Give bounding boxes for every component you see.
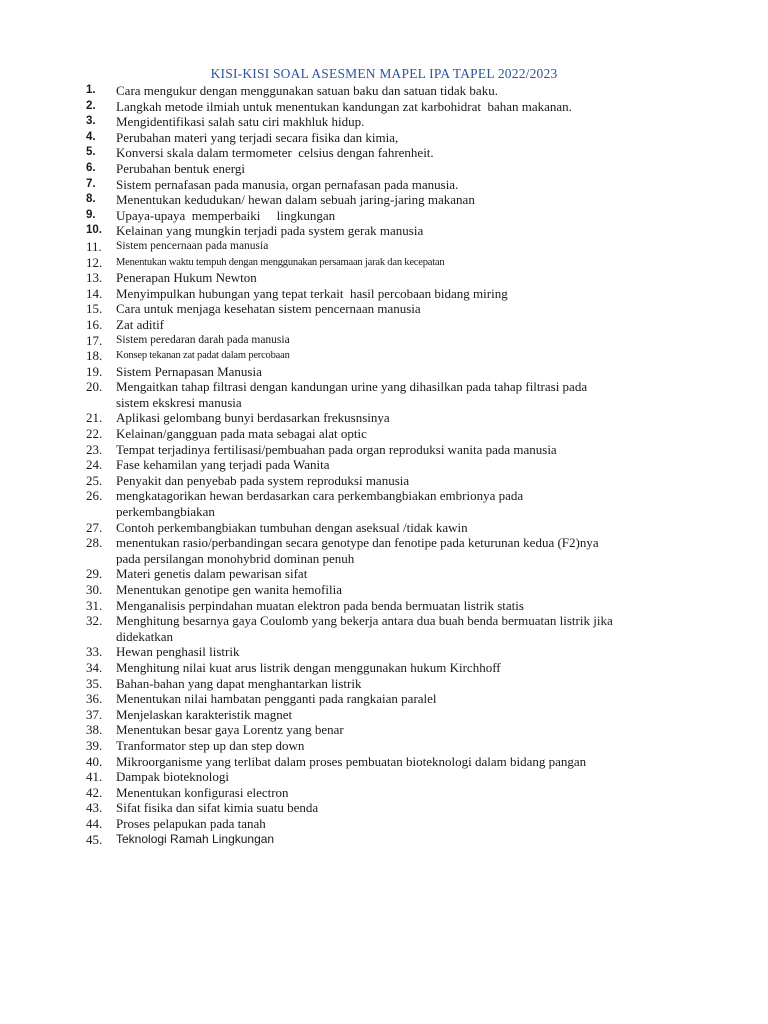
item-text: Mengidentifikasi salah satu ciri makhluk hidup. <box>116 114 365 130</box>
document-title: KISI-KISI SOAL ASESMEN MAPEL IPA TAPEL 2022/2023 <box>210 66 558 81</box>
list-item <box>86 270 686 286</box>
item-number: 44. <box>86 815 103 831</box>
item-text: Menentukan nilai hambatan pengganti pada rangkaian paralel <box>116 691 437 707</box>
item-number: 2. <box>86 99 96 112</box>
item-text: Menentukan konfigurasi electron <box>116 784 289 800</box>
list-item <box>86 177 686 193</box>
item-number: 1. <box>86 84 96 96</box>
item-number: 4. <box>86 130 96 143</box>
item-text: Menjelaskan karakteristik magnet <box>116 706 293 722</box>
item-text: Fase kehamilan yang terjadi pada Wanita <box>116 457 330 473</box>
item-text: Mengaitkan tahap filtrasi dengan kandungan urine yang dihasilkan pada tahap filtrasi pada sistem ekskresi manusia <box>116 379 588 410</box>
item-number: 42. <box>86 784 103 800</box>
list-item <box>86 99 686 115</box>
item-text: Sistem pencernaan pada manusia <box>116 239 269 252</box>
list-item <box>86 785 686 801</box>
item-number: 22. <box>86 426 103 442</box>
item-number: 39. <box>86 737 103 753</box>
item-number: 36. <box>86 691 103 707</box>
list-item <box>86 145 686 161</box>
list-item <box>86 301 686 317</box>
list-item <box>86 520 686 536</box>
item-number: 38. <box>86 722 103 738</box>
list-item <box>86 255 686 271</box>
item-text: Teknologi Ramah Lingkungan <box>116 831 275 846</box>
list-item <box>86 348 686 364</box>
item-text: Sistem peredaran darah pada manusia <box>116 333 290 346</box>
list-item <box>86 691 686 707</box>
list-item <box>86 566 686 582</box>
list-item <box>86 426 686 442</box>
list-item <box>86 333 686 349</box>
list-item <box>86 707 686 723</box>
list-item <box>86 644 686 660</box>
item-text: Tranformator step up dan step down <box>116 737 305 753</box>
list-item <box>86 442 686 458</box>
list-item <box>86 676 686 692</box>
item-number: 15. <box>86 301 103 317</box>
list-item <box>86 473 686 489</box>
item-number: 5. <box>86 146 96 159</box>
item-text: Menentukan genotipe gen wanita hemofilia <box>116 582 342 597</box>
item-number: 41. <box>86 769 103 785</box>
item-text: Menganalisis perpindahan muatan elektron pada benda bermuatan listrik statis <box>116 597 524 613</box>
list-item <box>86 754 686 770</box>
list-item <box>86 379 686 410</box>
list-item <box>86 722 686 738</box>
list-item <box>86 192 686 208</box>
list-item <box>86 317 686 333</box>
item-number: 24. <box>86 457 103 473</box>
item-text: Perubahan bentuk energi <box>116 160 245 176</box>
item-number: 33. <box>86 644 103 660</box>
item-text: Penyakit dan penyebab pada system reproduksi manusia <box>116 472 410 488</box>
item-number: 16. <box>86 316 103 332</box>
list-item <box>86 364 686 380</box>
item-number: 25. <box>86 472 103 488</box>
item-number: 43. <box>86 800 103 816</box>
item-text: Contoh perkembangbiakan tumbuhan dengan aseksual /tidak kawin <box>116 519 468 535</box>
list-item <box>86 457 686 473</box>
item-number: 13. <box>86 270 103 286</box>
item-text: Mikroorganisme yang terlibat dalam proses pembuatan bioteknologi dalam bidang pangan <box>116 753 587 769</box>
item-number: 20. <box>86 379 103 395</box>
item-text: Langkah metode ilmiah untuk menentukan kandungan zat karbohidrat bahan makanan. <box>116 98 572 114</box>
item-text: mengkatagorikan hewan berdasarkan cara perkembangbiakan embrionya pada perkembangbiakan <box>116 488 524 520</box>
item-text: Menentukan kedudukan/ hewan dalam sebuah jaring-jaring makanan <box>116 192 475 208</box>
item-text: Materi genetis dalam pewarisan sifat <box>116 566 308 582</box>
list-item <box>86 769 686 785</box>
item-number: 32. <box>86 613 103 629</box>
list-item <box>86 114 686 130</box>
list-item <box>86 130 686 146</box>
item-text: Hewan penghasil listrik <box>116 644 240 660</box>
list-item <box>86 488 686 519</box>
item-text: Perubahan materi yang terjadi secara fisika dan kimia, <box>116 129 399 145</box>
item-text: Sifat fisika dan sifat kimia suatu benda <box>116 800 319 816</box>
list-item <box>86 239 686 255</box>
item-number: 17. <box>86 332 103 348</box>
item-text: Cara untuk menjaga kesehatan sistem pencernaan manusia <box>116 301 421 317</box>
item-text: Zat aditif <box>116 316 165 332</box>
item-number: 8. <box>86 193 96 206</box>
item-number: 28. <box>86 535 103 551</box>
list-item <box>86 598 686 614</box>
item-number: 12. <box>86 254 103 270</box>
item-number: 6. <box>86 161 96 174</box>
item-number: 19. <box>86 363 103 379</box>
item-text: Menghitung nilai kuat arus listrik dengan menggunakan hukum Kirchhoff <box>116 659 501 675</box>
item-number: 26. <box>86 488 103 504</box>
item-number: 21. <box>86 410 103 426</box>
item-number: 9. <box>86 208 96 221</box>
item-number: 40. <box>86 753 103 769</box>
item-text: Sistem pernafasan pada manusia, organ pernafasan pada manusia. <box>116 176 459 192</box>
list-item <box>86 660 686 676</box>
list-item <box>86 410 686 426</box>
item-number: 35. <box>86 675 103 691</box>
item-text: Tempat terjadinya fertilisasi/pembuahan pada organ reproduksi wanita pada manusia <box>116 441 557 457</box>
item-text: Menentukan besar gaya Lorentz yang benar <box>116 722 344 738</box>
list-item <box>86 535 686 566</box>
list-item <box>86 582 686 598</box>
item-text: Konversi skala dalam termometer celsius dengan fahrenheit. <box>116 145 434 161</box>
list-item <box>86 208 686 224</box>
topic-list <box>86 83 686 847</box>
item-text: Menyimpulkan hubungan yang tepat terkait hasil percobaan bidang miring <box>116 285 508 301</box>
item-text: Aplikasi gelombang bunyi berdasarkan frekusnsinya <box>116 410 390 426</box>
list-item <box>86 223 686 239</box>
list-item <box>86 832 686 848</box>
item-number: 23. <box>86 441 103 457</box>
item-text: Konsep tekanan zat padat dalam percobaan <box>116 350 290 362</box>
item-text: Dampak bioteknologi <box>116 769 230 785</box>
item-text: Penerapan Hukum Newton <box>116 270 257 286</box>
item-text: Upaya-upaya memperbaiki lingkungan <box>116 207 336 223</box>
item-text: Cara mengukur dengan menggunakan satuan baku dan satuan tidak baku. <box>116 83 498 98</box>
item-number: 10. <box>86 224 102 237</box>
item-number: 7. <box>86 177 96 190</box>
item-number: 34. <box>86 659 103 675</box>
item-number: 45. <box>86 831 103 847</box>
item-text: Menghitung besarnya gaya Coulomb yang bekerja antara dua buah benda bermuatan listrik jika didekatkan <box>116 613 613 644</box>
item-number: 31. <box>86 597 103 613</box>
item-text: Kelainan yang mungkin terjadi pada system gerak manusia <box>116 223 424 239</box>
list-item <box>86 800 686 816</box>
item-number: 29. <box>86 566 103 582</box>
item-text: Proses pelapukan pada tanah <box>116 815 266 831</box>
item-number: 3. <box>86 115 96 128</box>
item-number: 18. <box>86 348 103 364</box>
item-text: menentukan rasio/perbandingan secara genotype dan fenotipe pada keturunan kedua (F2)nya pada persilangan monohybrid dominan penuh <box>116 535 599 566</box>
list-item <box>86 83 686 99</box>
list-item <box>86 738 686 754</box>
item-number: 27. <box>86 519 103 535</box>
list-item <box>86 613 686 644</box>
item-number: 14. <box>86 285 103 301</box>
item-number: 30. <box>86 582 103 597</box>
item-text: Kelainan/gangguan pada mata sebagai alat optic <box>116 426 367 442</box>
list-item <box>86 816 686 832</box>
list-item <box>86 286 686 302</box>
item-text: Bahan-bahan yang dapat menghantarkan listrik <box>116 675 362 691</box>
item-number: 37. <box>86 706 103 722</box>
list-item <box>86 161 686 177</box>
item-text: Sistem Pernapasan Manusia <box>116 363 262 379</box>
item-text: Menentukan waktu tempuh dengan menggunakan persamaan jarak dan kecepatan <box>116 256 445 268</box>
item-number: 11. <box>86 238 102 254</box>
